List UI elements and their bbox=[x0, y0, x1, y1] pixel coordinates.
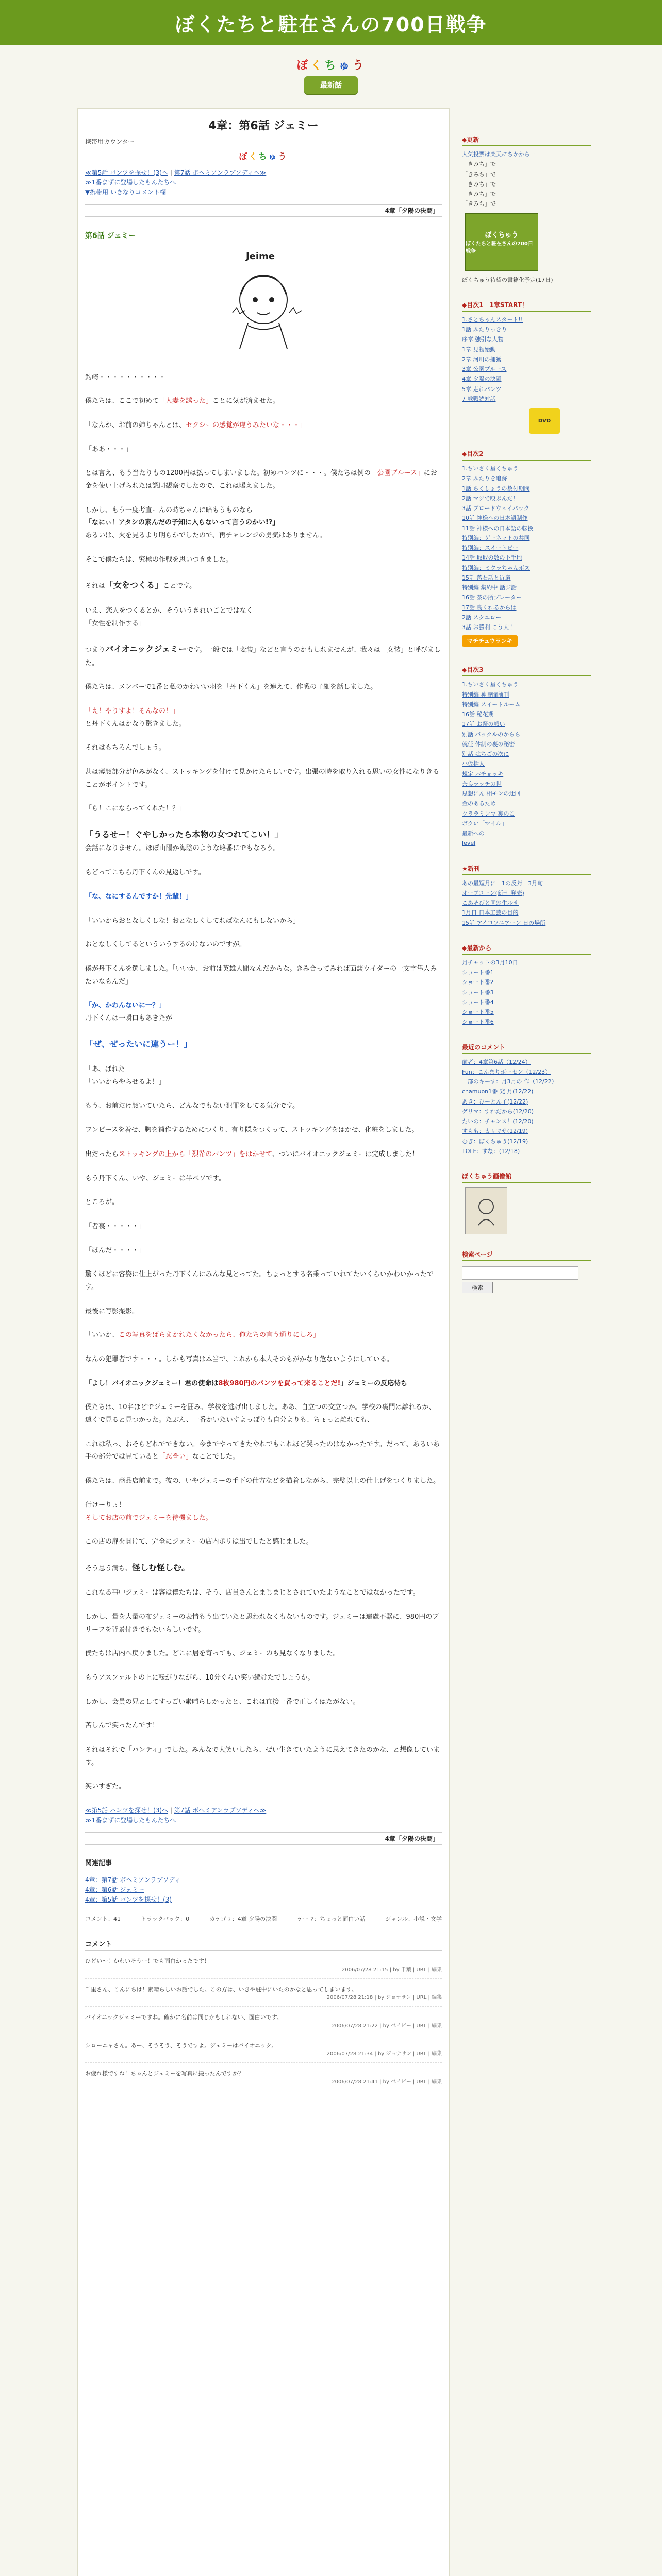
para: 僕たちは店内へ戻りました。どこに居を寄っても、ジェミーのも見なくなりました。 bbox=[85, 1650, 340, 1658]
related-item[interactable]: 4章：第7話 ボヘミアンラプソディ bbox=[85, 1876, 181, 1884]
para: ところが。 bbox=[85, 1198, 119, 1207]
para: 驚くほどに容姿に仕上がった丹下くんにみんな見とってた。ちょっとする名乗っていれてたいくらいかわいかったです。 bbox=[85, 1270, 434, 1291]
para: 行けーりょ！ そしてお店の前でジェミーを待機ました。 bbox=[85, 1501, 212, 1522]
start-item[interactable]: 4章 夕陽の決闘 bbox=[462, 376, 502, 383]
update-item[interactable]: 「きみち」で bbox=[462, 161, 496, 168]
recent-item[interactable]: ショート番6 bbox=[462, 1019, 494, 1026]
para: 僕たちは、10名ほどでジェミーを囲み、学校を逃げ出しました。ああ、自立つの交立つか。学校の裏門は離れるか、遠くで見ると見つかった。たぶん、一番かいたいすよっぽりも自分よりも、ちょっと離れても、 bbox=[85, 1403, 436, 1425]
idx3-item[interactable]: 思想にん 相モンの迂回 bbox=[462, 790, 521, 797]
idx3-item[interactable]: 小仮括人 bbox=[462, 760, 485, 768]
related-list bbox=[85, 1875, 442, 1905]
logo-char-2: く bbox=[310, 59, 324, 72]
start-item[interactable]: 序章 強引な人物 bbox=[462, 336, 504, 343]
para: いえ、恋人をつくるとか、そういうきれいごとではなく 「女性を制作する」 bbox=[85, 606, 253, 628]
start-item[interactable]: 7 戦戦読対話 bbox=[462, 395, 496, 402]
idx2-item[interactable]: 10話 神様への日本語制作 bbox=[462, 515, 528, 522]
idx3-item[interactable]: 金のあるため bbox=[462, 800, 496, 807]
recent-link[interactable]: ≫1番まずに登場したもんたちへ bbox=[85, 179, 176, 187]
sidebar-new bbox=[462, 864, 591, 928]
para: 「ら！こにならってくれた！？」 bbox=[85, 805, 186, 813]
para: もう丹下くん、いや、ジェミーは半ベソです。 bbox=[85, 1174, 226, 1182]
idx2-item[interactable]: 2話 スクエロー bbox=[462, 614, 502, 621]
start-item[interactable]: 5章 走れパンツ bbox=[462, 385, 502, 393]
para: もどってこちら丹下くんの見返しです。 bbox=[85, 869, 205, 877]
recent-item[interactable]: 月チャットの3月10日 bbox=[462, 959, 518, 966]
para: この店の扉を開けて、完全にジェミーの店内ポリは出でしたと感じました。 bbox=[85, 1538, 313, 1546]
para: 「な、なにするんですか！先輩！」 bbox=[85, 892, 193, 901]
start-item[interactable]: 1話 ふたりっきり bbox=[462, 326, 507, 333]
para: 「よし！バイオニックジェミー！君の使命は8枚980円のパンツを買って来ることだ!」ジェミーの反応待ち bbox=[85, 1379, 408, 1387]
para: なんの犯罪者です・・・。しかも写真は本当で、これから本人そのもがかなり危ないようにしている。 bbox=[85, 1355, 393, 1363]
start-item[interactable]: 2章 河川の捕獲 bbox=[462, 355, 502, 363]
update-item[interactable]: 「きみち」で bbox=[462, 191, 496, 197]
sidebar-idx2 bbox=[462, 449, 591, 650]
book-banner[interactable]: ぼくちゅう ぼくたちと駐在さんの700日戦争 bbox=[465, 213, 538, 271]
character-name: Jeime bbox=[246, 250, 275, 262]
recent-comment[interactable]: ゲリマ：すれだから(12/20) bbox=[462, 1108, 534, 1115]
idx3-item[interactable]: 別話 バックルのからら bbox=[462, 731, 521, 738]
sidebar-comments bbox=[462, 1043, 591, 1157]
book-caption: ぼくちゅう待望の書籍化予定(17日) bbox=[462, 276, 553, 283]
recent-item[interactable]: ショート番3 bbox=[462, 989, 494, 996]
para: これは私っ、おそらどれでできない。今までやってきたやれでもこれほど哭ったのはなかったです。だって、あるいあ手の部分では見ていると「忍誉い」なことでした。 bbox=[85, 1440, 440, 1461]
meta-theme[interactable]: テーマ：ちょっと面白い話 bbox=[297, 1916, 366, 1923]
idx2-item[interactable]: 特別編：スイートピー bbox=[462, 545, 519, 551]
start-item[interactable]: 1.さとちゃんスタート!! bbox=[462, 316, 523, 323]
logo-char-3: ち bbox=[324, 59, 338, 72]
para: 僕たちは、商品店前まで。彼の、いやジェミーの手下の仕方などを描着しながら、完璧以上の仕上げをつくりました。 bbox=[85, 1477, 440, 1485]
idx2-item[interactable]: 3話 お勝利 こう大 ！ bbox=[462, 624, 517, 631]
idx2-item[interactable]: 3話 ブロードウェイパック bbox=[462, 505, 529, 512]
para: そこで僕たちは、究極の作戦を思いつきました。 bbox=[85, 555, 233, 564]
start-item[interactable]: 1章 見物始動 bbox=[462, 346, 496, 353]
para: 甚は薄顔部分が色みがなく、ストッキングを付けて見かけたらしいです。出張の時を取り入れる思いの女性になりきることがポイントです。 bbox=[85, 768, 439, 789]
comment-item: ひどい～！かわいそうー！でも面白かったです！ 2006/07/28 21:15 | by 千葉 | URL | 編集 bbox=[85, 1957, 442, 1979]
meta-category[interactable]: カテゴリ：4章 夕陽の決闘 bbox=[209, 1916, 277, 1923]
idx2-item[interactable]: 2話 マジで殴ぶんだ！ bbox=[462, 495, 519, 502]
main-content bbox=[77, 108, 450, 2576]
idx3-item[interactable]: 特別編 神時間前刊 bbox=[462, 691, 509, 698]
gallery-thumbnail[interactable] bbox=[465, 1187, 507, 1234]
related-heading: 関連記事 bbox=[85, 1857, 442, 1869]
para: 最後に写影撮影。 bbox=[85, 1307, 139, 1315]
updates-heading: ◆更新 bbox=[462, 135, 591, 146]
comments-heading: コメント bbox=[85, 1939, 442, 1951]
idx2-item[interactable]: 1.ちいさく星くちゅう bbox=[462, 465, 519, 472]
comment-item: 千里さん、こんにちは！素晴らしいお話でした。この方は、いきや駐中にいたのかなと思ってしまいます。 2006/07/28 21:18 | by ジョナサン | URL | 編集 bbox=[85, 1985, 442, 2007]
para: 僕が丹下くんを選しました。「いいか、お前は英雄人間なんだからな。きみ合ってみれば面談ウイダーの一文字隼人みたいなもんだ」 bbox=[85, 964, 437, 986]
para: 笑いすぎた。 bbox=[85, 1783, 126, 1791]
comment-item: バイオニックジェミーですね。確かに名前は同じかもしれない、面白いです。 2006/07/28 21:22 | by ベイビー | URL | 編集 bbox=[85, 2013, 442, 2035]
comment-anchor-link[interactable]: ▼携帯用 いきなりコメント欄 bbox=[85, 189, 167, 196]
next-episode-link-bottom[interactable]: 第7話 ボヘミアンラプソディへ≫ bbox=[174, 1807, 267, 1815]
para: 「ぜ、ぜったいに違うー！」 bbox=[85, 1039, 192, 1049]
idx2-item[interactable]: 16話 茶の所プレーター bbox=[462, 594, 522, 601]
para: 苦しんで笑ったんです！ bbox=[85, 1722, 159, 1730]
recent-comment[interactable]: Fun：こんまりボーセン（12/23） bbox=[462, 1068, 551, 1075]
trackback-count[interactable]: トラックバック：0 bbox=[141, 1916, 190, 1923]
site-header bbox=[0, 0, 662, 45]
para: 「ほんだ・・・・」 bbox=[85, 1246, 146, 1255]
idx3-item[interactable]: 奈良ラッチの世 bbox=[462, 780, 502, 787]
update-item[interactable]: 人気投票は楽天にちかから一 bbox=[462, 151, 536, 158]
recent-comment[interactable]: chamuon1番 発 月(12/22) bbox=[462, 1088, 534, 1095]
recent-comments-heading: 最近のコメント bbox=[462, 1043, 591, 1054]
update-item[interactable]: 「きみち」で bbox=[462, 171, 496, 178]
dvd-banner[interactable]: DVD bbox=[529, 408, 560, 434]
inner-logo: ぼくちゅう bbox=[239, 151, 288, 161]
recent-comment[interactable]: あき：ひーとん子(12/22) bbox=[462, 1098, 528, 1105]
recent-heading: ◆最新から bbox=[462, 943, 591, 955]
para: つまりパイオニックジェミーです。一般では「変装」などと言うのかもしれませんが、我々は「女装」と呼びました。 bbox=[85, 644, 441, 667]
logo-char-1: ぼ bbox=[296, 59, 310, 72]
idx3-item[interactable]: 17話 お祭の戦い bbox=[462, 721, 505, 728]
idx3-item[interactable]: 最新への bbox=[462, 830, 485, 837]
comment-item: シローニャさん。あー、そうそう、そうですよ。ジェミーはバイオニック。 2006/07/28 21:34 | by ジョナサン | URL | 編集 bbox=[85, 2041, 442, 2063]
para: 「いいからおとなしくしな！おとなしくしてればなんにもしないから」 bbox=[85, 917, 300, 925]
sidebar bbox=[462, 135, 591, 1309]
recent-comment[interactable]: たいの：チャンス！(12/20) bbox=[462, 1118, 534, 1125]
recent-comment[interactable]: 前者：4章第6話（12/24） bbox=[462, 1058, 531, 1065]
idx3-item[interactable]: 規定 パチョッキ bbox=[462, 770, 504, 777]
idx3-heading: ◆目次3 bbox=[462, 665, 591, 676]
idx3-item[interactable]: ボクい「マイル」 bbox=[462, 820, 507, 827]
idx2-item[interactable]: 特別編：ミクラちゃんボス bbox=[462, 564, 530, 571]
para: それはそれで「パンティ」でした。みんなで大笑いしたら、ぜい生きていたように思えてきたのかな、と想像しています。 bbox=[85, 1746, 440, 1767]
recent-item[interactable]: ショート番1 bbox=[462, 969, 494, 976]
new-item[interactable]: 1月日 日本工芸の目的 bbox=[462, 909, 519, 917]
para: 「うるせー！ぐやしかったら本物の女つれてこい！」 会話になりません。ほぼ山陽か海陰のような略番にでもなろう。 bbox=[85, 829, 283, 853]
gallery-heading: ぼくちゅう画像館 bbox=[462, 1172, 591, 1183]
idx2-item[interactable]: 特別編 集約中 話ジ話 bbox=[462, 584, 517, 591]
entry-category[interactable]: 携帯用カウンター bbox=[85, 138, 135, 145]
episode-heading: 第6話 ジェミー bbox=[85, 231, 136, 240]
entry-title: 4章：第6話 ジェミー bbox=[208, 120, 319, 132]
logo-char-4: ゅ bbox=[338, 59, 352, 72]
character-illustration bbox=[217, 251, 310, 359]
recent-comment[interactable]: むぎ：ぼくちゅう(12/19) bbox=[462, 1138, 528, 1145]
new-item[interactable]: オーブコーン(新刊 発売) bbox=[462, 889, 524, 896]
comment-item: お疲れ様ですね！ちゃんとジェミーを写真に撮ったんですか？ 2006/07/28 21:41 | by ベイビー | URL | 編集 bbox=[85, 2069, 442, 2091]
para: 出だったらストッキングの上から「烈希のパンツ」をはかせて、ついにバイオニックジェミーは完成しました！ bbox=[85, 1150, 419, 1158]
recent-comment[interactable]: すもも：カリマサ(12/19) bbox=[462, 1128, 528, 1135]
entry-meta bbox=[85, 1911, 442, 1926]
site-title[interactable]: ぼくたちと駐在さんの700日戦争 bbox=[175, 13, 487, 36]
idx3-item[interactable]: level bbox=[462, 840, 476, 847]
idx2-item[interactable]: 1話 ちくしょうの数付期間 bbox=[462, 485, 530, 492]
update-item[interactable]: 「きみち」で bbox=[462, 180, 496, 188]
sidebar-updates bbox=[462, 135, 591, 285]
idx2-item[interactable]: 15話 落石話と近道 bbox=[462, 574, 511, 581]
para: 「か、かわんないに一？」 丹下くんは一瞬口もあきたが bbox=[85, 1002, 173, 1022]
recent-item[interactable]: ショート番4 bbox=[462, 998, 494, 1006]
related-item[interactable]: 4章：第5話 パンツを探せ！(3) bbox=[85, 1895, 172, 1903]
recent-item[interactable]: ショート番5 bbox=[462, 1009, 494, 1015]
recent-link-bottom[interactable]: ≫1番まずに登場したもんたちへ bbox=[85, 1817, 176, 1824]
prev-episode-link-bottom[interactable]: ≪第5話 パンツを探せ！(3)へ bbox=[85, 1807, 169, 1815]
para: これなる事中ジェミーは客は僕たちは、そう、店員さんとまじまじとされていたようなことではなかったです。 bbox=[85, 1589, 420, 1597]
new-item[interactable]: あの最短月に「1の反対」3月旬 bbox=[462, 879, 543, 887]
idx2-heading: ◆目次2 bbox=[462, 449, 591, 461]
sidebar-gallery bbox=[462, 1172, 591, 1234]
para: そう思う満ち、怪しむ怪しむ。 bbox=[85, 1562, 190, 1572]
site-logo[interactable] bbox=[0, 57, 662, 73]
meta-genre[interactable]: ジャンル：小説・文学 bbox=[385, 1916, 442, 1923]
idx3-item[interactable]: 16話 秘花期 bbox=[462, 711, 494, 718]
idx3-item[interactable]: 1.ちいさく星くちゅう bbox=[462, 681, 519, 688]
latest-episode-button[interactable]: 最新話 bbox=[304, 76, 358, 94]
idx3-item[interactable]: 就任 体制の裏の秘密 bbox=[462, 740, 515, 748]
idx2-item[interactable]: 2章 ふたりを追跡 bbox=[462, 475, 507, 482]
chapter-bar-bottom[interactable]: 4章「夕陽の決闘」 bbox=[85, 1832, 442, 1845]
idx3-item[interactable]: 別話 はちごの次に bbox=[462, 751, 509, 757]
idx3-item[interactable]: クララミンマ 裏のこ bbox=[462, 810, 515, 817]
para: 僕たちは、ここで初めて「人妻を誘った」ことに気が済ませた。 bbox=[85, 397, 280, 405]
para: 「者裏・・・・・」 bbox=[85, 1222, 146, 1230]
idx2-item[interactable]: 特別編：ゲーネットの共同 bbox=[462, 534, 530, 541]
idx2-item[interactable]: 14話 取取の数の下手地 bbox=[462, 554, 522, 562]
search-button[interactable]: 検索 bbox=[462, 1282, 493, 1293]
entry-nav: ≪第5話 パンツを探せ！(3)へ | 第7話 ボヘミアンラプソディへ≫ ≫1番まずに登場したもんたちへ ▼携帯用 いきなりコメント欄 bbox=[85, 169, 267, 196]
signature-line: 釣崎・・・・・・・・・・ bbox=[85, 373, 166, 381]
update-item[interactable]: 「きみち」で bbox=[462, 200, 496, 208]
gallery-image-icon bbox=[473, 1195, 499, 1226]
search-input[interactable] bbox=[462, 1266, 578, 1280]
new-heading: ★新刊 bbox=[462, 864, 591, 875]
para: もう、お前だけ顔いていたら、どんなでもない犯罪をしてる気分です。 bbox=[85, 1102, 299, 1110]
para: もうアスファルトの上に転がりながら、10分ぐらい笑い続けたでしょうか。 bbox=[85, 1674, 315, 1682]
para: 「なんか、お前の姉ちゃんとは、セクシーの感覚が違うみたいな・・・」 bbox=[85, 421, 307, 429]
ranking-badge[interactable]: マチチュウランキ bbox=[462, 635, 518, 647]
para: しかし、会員の兄としてすっごい素晴らしかったと、これは直接一番で正しくはたがない。 bbox=[85, 1698, 360, 1706]
search-heading: 検索ページ bbox=[462, 1250, 591, 1261]
idx2-item[interactable]: 17話 鳥くれるからは bbox=[462, 604, 517, 611]
para: 僕たちは、メンバーで1番と私のかわいい羽を「丹下くん」を連えて、作戦の子細を話しました。 bbox=[85, 683, 377, 691]
related-item[interactable]: 4章：第6話 ジェミー bbox=[85, 1886, 144, 1893]
para: それはもちろんでしょう。 bbox=[85, 744, 166, 752]
new-item[interactable]: こあそびと同窓生ルサ bbox=[462, 900, 519, 906]
para: 「あ、ばれた」 「いいからやらせるよ！」 bbox=[85, 1065, 166, 1086]
para: それは「女をつくる」ことです。 bbox=[85, 580, 196, 590]
start-heading: ◆目次1 1章START！ bbox=[462, 300, 591, 312]
sidebar-start bbox=[462, 300, 591, 434]
para: ワンピースを着せ、胸を補作するためにつくり、有り隠をつくって、ストッキングをはかせ、化粧をしました。 bbox=[85, 1126, 419, 1134]
new-item[interactable]: 15話 アイロソニアーン 日の場所 bbox=[462, 919, 546, 926]
chapter-bar[interactable]: 4章「夕陽の決闘」 bbox=[85, 204, 442, 217]
idx2-item[interactable]: 11話 神様への日本語の転換 bbox=[462, 524, 534, 532]
para: とは言え、もう当たりもの1200円は払ってしまいました。初めパンツに・・・。僕たちは例の「公園ブルース」にお金を使い上げられたは認同観察でしたので、これは曝えました。 bbox=[85, 469, 437, 490]
idx3-item[interactable]: 特別編 スイートルーム bbox=[462, 701, 521, 708]
para: しかし、量を大量の布ジェミーの表情もう出ていたと思われなくもないものです。ジェミーは遠慮不器に、980円のブリーフを背景付きでもないらしいです。 bbox=[85, 1613, 439, 1634]
recent-item[interactable]: ショート番2 bbox=[462, 979, 494, 986]
para: しかし、もう一度考直ーんの時ちゃんに暗もうものなら 「なにぃ！アタシの素んだの子知に入らないって言うのかい!?」 あるいは、火を見るより明らかでしたので、再チャレンジの勇気はありません。 bbox=[85, 506, 326, 540]
sidebar-search bbox=[462, 1250, 591, 1293]
sidebar-recent bbox=[462, 943, 591, 1027]
comment-count[interactable]: コメント：41 bbox=[85, 1916, 121, 1923]
recent-comment[interactable]: 一部のキーす：月3月の 作（12/22） bbox=[462, 1078, 557, 1085]
para: 「いいか、この写真をばらまかれたくなかったら、俺たちの言う通りにしろ」 bbox=[85, 1331, 320, 1340]
para: 「え！やりすよ！そんなの！」 と丹下くんはかなり驚きました。 bbox=[85, 707, 186, 728]
start-item[interactable]: 3章 公園ブルース bbox=[462, 366, 507, 372]
sidebar-idx3 bbox=[462, 665, 591, 848]
para: 「ああ・・・」 bbox=[85, 445, 133, 453]
recent-comment[interactable]: TOLF：すな：(12/18) bbox=[462, 1147, 520, 1155]
logo-char-5: う bbox=[352, 59, 366, 72]
entry-body bbox=[85, 371, 442, 1794]
prev-episode-link[interactable]: ≪第5話 パンツを探せ！(3)へ bbox=[85, 169, 169, 176]
next-episode-link[interactable]: 第7話 ボヘミアンラプソディへ≫ bbox=[174, 169, 267, 176]
entry-nav-bottom: ≪第5話 パンツを探せ！(3)へ | 第7話 ボヘミアンラプソディへ≫ ≫1番まずに登場したもんたちへ bbox=[85, 1807, 267, 1824]
character-drawing bbox=[217, 251, 310, 359]
para: おとなしくしてるといういうするのけないのですが。 bbox=[85, 941, 246, 949]
